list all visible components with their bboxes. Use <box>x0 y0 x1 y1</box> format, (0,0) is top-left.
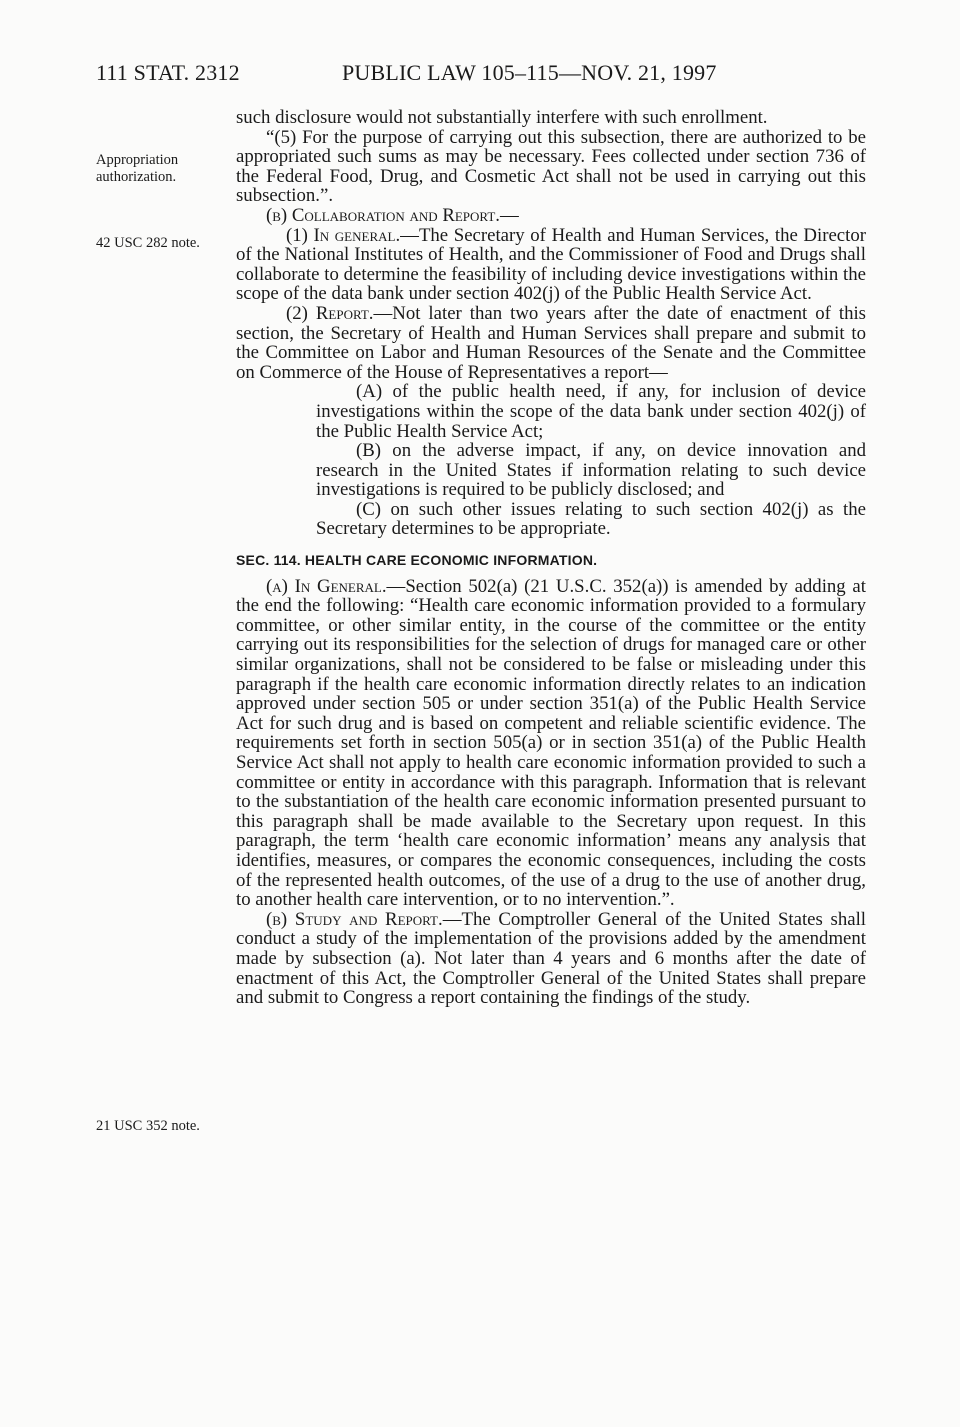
margin-note-21-usc-352: 21 USC 352 note. <box>96 1118 200 1134</box>
body-text <box>236 108 866 1008</box>
subsection-b-study-text: —The Comptroller General of the United States shall conduct a study of the implementation of the provisions added by the amendment made by subsection (a). Not later than 4 years and 6 months after the date of enactment of this Act, the Comptroller General of the United States shall prepare and submit to Congress a report containing the findings of the study. <box>236 908 867 1009</box>
paragraph-b1-label: (1) In general. <box>286 224 401 246</box>
paragraph-b2-text: —Not later than two years after the date of enactment of this section, the Secretary of Health and Human Services shall prepare and submit to the Committee on Labor and Human Resources of the Senate and the Committee on Commerce of the House of Representatives a report— <box>236 302 866 383</box>
page-number: 111 STAT. 2312 <box>96 60 240 85</box>
paragraph-continuation: such disclosure would not substantially interfere with such enrollment. <box>236 107 768 128</box>
subsection-b-study-label: (b) Study and Report. <box>266 908 443 930</box>
subsection-b-study <box>236 910 866 1008</box>
margin-note-appropriation: Appropriation authorization. <box>96 152 179 185</box>
paragraph-b1 <box>236 226 866 304</box>
law-title: PUBLIC LAW 105–115—NOV. 21, 1997 <box>342 60 717 85</box>
margin-note-42-usc-282: 42 USC 282 note. <box>96 235 200 251</box>
paragraph-b2 <box>236 304 866 382</box>
subsection-a <box>236 577 866 910</box>
paragraph-b1-text: —The Secretary of Health and Human Services, the Director of the National Institutes of Health, and the Commissioner of Food and Drugs shall collaborate to determine the feasibility of including device investigations within the scope of the data bank under section 402(j) of the Public Health Service Act. <box>236 224 866 305</box>
paragraph-5: “(5) For the purpose of carrying out this subsection, there are authorized to be appropriated such sums as may be necessary. Fees collected under section 736 of the Federal Food, Drug, and Cosmetic Act shall not be used in carrying out this subsection.”. <box>236 126 866 207</box>
paragraph-b2-label: (2) Report. <box>286 302 374 324</box>
clause-a: (A) of the public health need, if any, for inclusion of device investigations within the scope of the data bank under section 402(j) of the Public Health Service Act; <box>316 381 866 442</box>
subsection-a-label: (a) In General. <box>266 575 387 597</box>
clause-c: (C) on such other issues relating to such section 402(j) as the Secretary determines to be appropriate. <box>316 498 866 540</box>
section-heading: SEC. 114. HEALTH CARE ECONOMIC INFORMATION. <box>236 552 598 569</box>
subsection-b-heading: (b) Collaboration and Report.— <box>266 204 519 226</box>
clause-b: (B) on the adverse impact, if any, on device innovation and research in the United States if information relating to such device investigations is required to be publicly disclosed; and <box>316 440 866 501</box>
subsection-a-text: —Section 502(a) (21 U.S.C. 352(a)) is amended by adding at the end the following: “Health care economic information provided to a formulary committee, or other similar entity, in the course of the committee or the entity carrying out its responsibilities for the selection of drugs for managed care or other similar organizations, shall not be considered to be false or misleading under this paragraph if the health care economic information directly relates to an indication approved under section 505 or under section 351(a) of the Public Health Service Act for such drug and is based on competent and reliable scientific evidence. The requirements set forth in section 505(a) or in section 351(a) of the Public Health Service Act shall not apply to health care economic information provided to such a committee or entity in accordance with this paragraph. Information that is relevant to the substantiation of the health care economic information presented pursuant to this paragraph shall be made available to the Secretary upon request. In this paragraph, the term ‘health care economic information’ means any analysis that identifies, measures, or compares the economic consequences, including the costs of the represented health outcomes, of the use of a drug to the use of another drug, to another health care intervention, or to no intervention.”. <box>236 575 866 911</box>
